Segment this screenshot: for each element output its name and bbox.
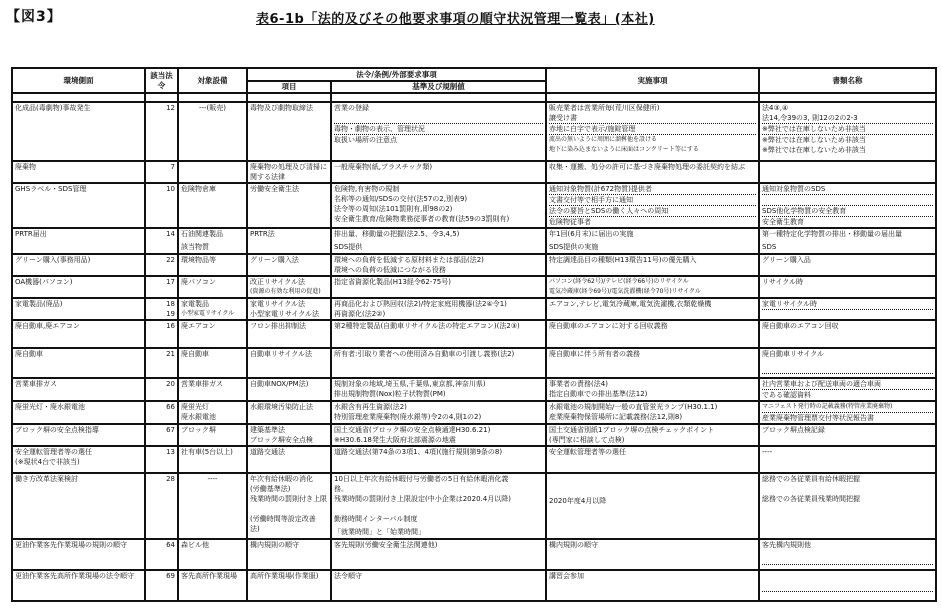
cell-aspect: GHSラベル・SDS管理	[12, 183, 145, 228]
cell-action: 安全運転管理者等の選任	[546, 446, 759, 473]
table-row	[12, 298, 936, 320]
cell-target: 廃蛍光灯 廃水銀電池	[178, 401, 247, 424]
cell-target: 家電製品 小型家電リサイクル	[178, 298, 247, 320]
cell-aspect: グリーン購入(事務用品)	[12, 254, 145, 276]
cell-aspect: 働き方改革法案検討	[12, 473, 145, 539]
cell-criteria: 再商品化および熱回収(法2)/特定家庭用機器(法2④令1) 再資源化(法2②)	[331, 298, 546, 320]
cell-aspect: 廃自動車,廃エアコン	[12, 320, 145, 348]
cell-document: ----	[759, 446, 936, 473]
cell-aspect: ブロック塀の安全点検指導	[12, 424, 145, 446]
cell-action: 年1回(6月末)に届出の実施 SDS提供の実施	[546, 228, 759, 254]
cell-criteria: 水銀含有再生資源(法2) 特別管理産業廃棄物(廃水銀等)令2の4,則1の2)	[331, 401, 546, 424]
cell-aspect: OA機器(パソコン)	[12, 276, 145, 298]
cell-item: グリーン購入法	[247, 254, 331, 276]
cell-action: 構内規則の順守	[546, 539, 759, 570]
cell-action: 国土交通省別紙1ブロック塀の点検チェックポイント (専門家に相談して点検)	[546, 424, 759, 446]
cell-item: フロン排出抑制法	[247, 320, 331, 348]
cell-item: 建築基準法 ブロック塀安全点検	[247, 424, 331, 446]
cell-document	[759, 570, 936, 601]
cell-law-no: 13	[145, 446, 178, 473]
header-criteria: 基準及び規制値	[331, 81, 546, 93]
cell-item: 自動車NOX/PM法)	[247, 378, 331, 401]
table-row	[12, 473, 936, 539]
cell-criteria: 客先規則(労働安全衛生法関連他)	[331, 539, 546, 570]
cell-aspect: 化成品(毒劇物)事故発生	[12, 102, 145, 161]
cell-item: 廃棄物の処理及び清掃に関する法律	[247, 161, 331, 183]
cell-document: 廃自動車のエアコン回収	[759, 320, 936, 348]
compliance-table	[11, 67, 937, 602]
cell-law-no: 22	[145, 254, 178, 276]
cell-aspect: 営業車排ガス	[12, 378, 145, 401]
cell-law-no: 69	[145, 570, 178, 601]
table-row	[12, 102, 936, 161]
cell-item: 年次有給休暇の消化 (労働基準法) 残業時間の罰則付き上限 (労働時間等設定改善 法)	[247, 473, 331, 539]
cell-target: 環境物品等	[178, 254, 247, 276]
cell-criteria: 環境への負荷を低減する原材料または部品(法2) 環境への負荷の低減につながる役務	[331, 254, 546, 276]
cell-document: 家電リサイクル時	[759, 298, 936, 320]
cell-document: 客先構内規則他	[759, 539, 936, 570]
header-target: 対象設備	[178, 68, 247, 93]
cell-item: 家電リサイクル法 小型家電リサイクル法	[247, 298, 331, 320]
cell-aspect: PRTR届出	[12, 228, 145, 254]
cell-target: ブロック塀	[178, 424, 247, 446]
header-action: 実施事項	[546, 68, 759, 93]
cell-aspect: 廃自動車	[12, 348, 145, 378]
cell-aspect: 更油作業客先高所作業現場の法令順守	[12, 570, 145, 601]
cell-item: 道路交通法	[247, 446, 331, 473]
cell-item: 構内規則の順守	[247, 539, 331, 570]
table-row	[12, 378, 936, 401]
cell-document: マニフェスト発行時の記載義務(特管産業廃棄物) 産業廃棄物管理票交付等状況報告書	[759, 401, 936, 424]
cell-criteria: 10日以上年次有給休暇付与労働者の5日有給休暇消化義 務。 残業時間の罰則付き上限設定(中小企業は2020.4月以降) 勤務時間インターバル制度 「就業時間」と「始業時間」	[331, 473, 546, 539]
cell-target: 石油関連製品 該当物質	[178, 228, 247, 254]
cell-law-no: 64	[145, 539, 178, 570]
cell-target: 森ビル他	[178, 539, 247, 570]
cell-criteria: 危険物,有害物の規制 名称等の通知/SDSの交付(法57の2,別表9) 法令等の周知(法101罰則有,即98の2) 安全衛生教育/危険物業務従事者の教育(法59の3罰則有)	[331, 183, 546, 228]
cell-aspect: 家電製品(廃品)	[12, 298, 145, 320]
cell-target: 廃自動車	[178, 348, 247, 378]
cell-law-no: 21	[145, 348, 178, 378]
cell-action: 2020年度4月以降	[546, 473, 759, 539]
cell-document: 通知対象物質のSDS SDS他化学物質の安全教育 安全衛生教育	[759, 183, 936, 228]
table-row	[12, 401, 936, 424]
table-row	[12, 161, 936, 183]
cell-target: 廃パソコン	[178, 276, 247, 298]
cell-law-no: 16	[145, 320, 178, 348]
header-law-no: 該当法令	[145, 68, 178, 93]
cell-aspect: 廃蛍光灯・廃水銀電池	[12, 401, 145, 424]
cell-item: 自動車リサイクル法	[247, 348, 331, 378]
cell-item: 水銀環境汚染防止法	[247, 401, 331, 424]
table-row	[12, 254, 936, 276]
cell-criteria: 規制対象の地域,埼玉県,千葉県,東京都,神奈川県) 排出規制物質(Nox)粒子状物質(PM)	[331, 378, 546, 401]
cell-law-no: 67	[145, 424, 178, 446]
cell-document	[759, 161, 936, 183]
cell-document: リサイクル時	[759, 276, 936, 298]
cell-action: 通知対象物質(計672物質)提供者 文書交付等で相手方に通知 法令の要旨とSDSの働く人々への周知 危険物従事者	[546, 183, 759, 228]
cell-document: 第一種特定化学物質の排出・移動量の届出量 SDS	[759, 228, 936, 254]
table-row	[12, 424, 936, 446]
cell-criteria: 排出量、移動量の把握(法2.5、令3,4,5) SDS提供	[331, 228, 546, 254]
cell-target: 営業車排ガス	[178, 378, 247, 401]
header-document: 書類名称	[759, 68, 936, 93]
cell-criteria: 道路交通法(第74条の3項1、4項)(施行規則第9条の8)	[331, 446, 546, 473]
table-row	[12, 320, 936, 348]
table-row	[12, 228, 936, 254]
table-row	[12, 570, 936, 601]
cell-law-no: 14	[145, 228, 178, 254]
cell-document: グリーン購入品	[759, 254, 936, 276]
cell-action: 講習会参加	[546, 570, 759, 601]
cell-criteria: 第2種特定製品(自動車リサイクル法の特定エアコン)(法2③)	[331, 320, 546, 348]
cell-action: エアコン,テレビ,電気冷蔵庫,電気洗濯機,衣類乾燥機	[546, 298, 759, 320]
cell-criteria: 指定省資源化製品(H13経令62-75号)	[331, 276, 546, 298]
table-row	[12, 539, 936, 570]
table-row	[12, 446, 936, 473]
cell-action: パソコン(経令62号)/テレビ(経令66号)のリサイクル 電気冷蔵庫(経令69号)/電気洗濯機(経令70号)リサイクル	[546, 276, 759, 298]
cell-criteria: 営業の登録 毒物・劇物の表示、管理状況 取扱い場所の注意点	[331, 102, 546, 161]
spacer-row	[12, 93, 936, 102]
cell-action: 事業者の責務(法4) 指定自動車での排出基準(法12)	[546, 378, 759, 401]
cell-action: 販売業者は営業所毎(荒川区保健所) 譲受け書 赤地に白字で表示/施錠管理 流出の無いように周囲に溜桝他を設ける 地下に染み込まないように床面はコンクリート等にする	[546, 102, 759, 161]
cell-law-no: 17	[145, 276, 178, 298]
cell-item: PRTR法	[247, 228, 331, 254]
cell-target: ----	[178, 473, 247, 539]
table-row	[12, 183, 936, 228]
cell-item: 改正リサイクル法 (資源の有効な利用の促進)	[247, 276, 331, 298]
cell-criteria: 所有者:引取り業者への使用済み自動車の引渡し義務(法2)	[331, 348, 546, 378]
document-title: 表6-1b「法的及びその他要求事項の順守状況管理一覧表」(本社)	[256, 12, 655, 27]
cell-law-no: 18 19	[145, 298, 178, 320]
cell-item: 高所作業現場(作業服)	[247, 570, 331, 601]
cell-action: 水銀電池の規制開始/一般の直管蛍光ランプ(H30.1.1) 産業廃棄物保管場所に記載義務(法12,則8)	[546, 401, 759, 424]
cell-target: 社有車(5台以上)	[178, 446, 247, 473]
cell-law-no: 10	[145, 183, 178, 228]
cell-document: 社内営業車および配送車両の適合車両 である確認資料	[759, 378, 936, 401]
cell-document: 法4③,④ 法14,令39の3, 則12の2の2-3 ※弊社では在庫しないため非該当 ※弊社では在庫しないため非該当 ※弊社では在庫しないため非該当	[759, 102, 936, 161]
table-row	[12, 276, 936, 298]
header-aspect: 環境側面	[12, 68, 145, 93]
cell-target: 廃エアコン	[178, 320, 247, 348]
cell-target: ---(販売)	[178, 102, 247, 161]
cell-law-no: 66	[145, 401, 178, 424]
cell-criteria: 一般廃棄物(紙,プラスチック類)	[331, 161, 546, 183]
table-row	[12, 348, 936, 378]
cell-criteria: 国土交通省(ブロック塀の安全点検通達H30.6.21) ※H30.6.18発生大阪府北部震源の地震	[331, 424, 546, 446]
cell-criteria: 法令順守	[331, 570, 546, 601]
cell-aspect: 更油作業客先作業現場の規則の順守	[12, 539, 145, 570]
cell-item: 労働安全衛生法	[247, 183, 331, 228]
cell-law-no: 12	[145, 102, 178, 161]
cell-law-no: 28	[145, 473, 178, 539]
cell-target	[178, 161, 247, 183]
cell-target: 危険物倉庫	[178, 183, 247, 228]
cell-action: 廃自動車に伴う所有者の義務	[546, 348, 759, 378]
cell-action: 廃自動車のエアコンに対する回収義務	[546, 320, 759, 348]
cell-document: ブロック塀点検記録	[759, 424, 936, 446]
cell-target: 客先高所作業現場	[178, 570, 247, 601]
cell-action: 特定調達品目の種類(H13環告11号)の優先購入	[546, 254, 759, 276]
header-item: 項目	[247, 81, 331, 93]
cell-item: 毒物及び劇物取締法	[247, 102, 331, 161]
cell-law-no: 7	[145, 161, 178, 183]
figure-label: 【図3】	[6, 9, 62, 25]
cell-document: 廃自動車リサイクル	[759, 348, 936, 378]
cell-document: 総務での各従業員有給休暇把握 総務での各従業員残業時間把握	[759, 473, 936, 539]
cell-action: 収集・運搬、処分の許可に基づき廃棄物処理の委託契約を結ぶ	[546, 161, 759, 183]
header-law-group: 法令/条例/外部要求事項	[247, 68, 546, 81]
cell-aspect: 安全運転管理者等の選任 (※現状4台で非該当)	[12, 446, 145, 473]
cell-law-no: 20	[145, 378, 178, 401]
cell-aspect: 廃棄物	[12, 161, 145, 183]
